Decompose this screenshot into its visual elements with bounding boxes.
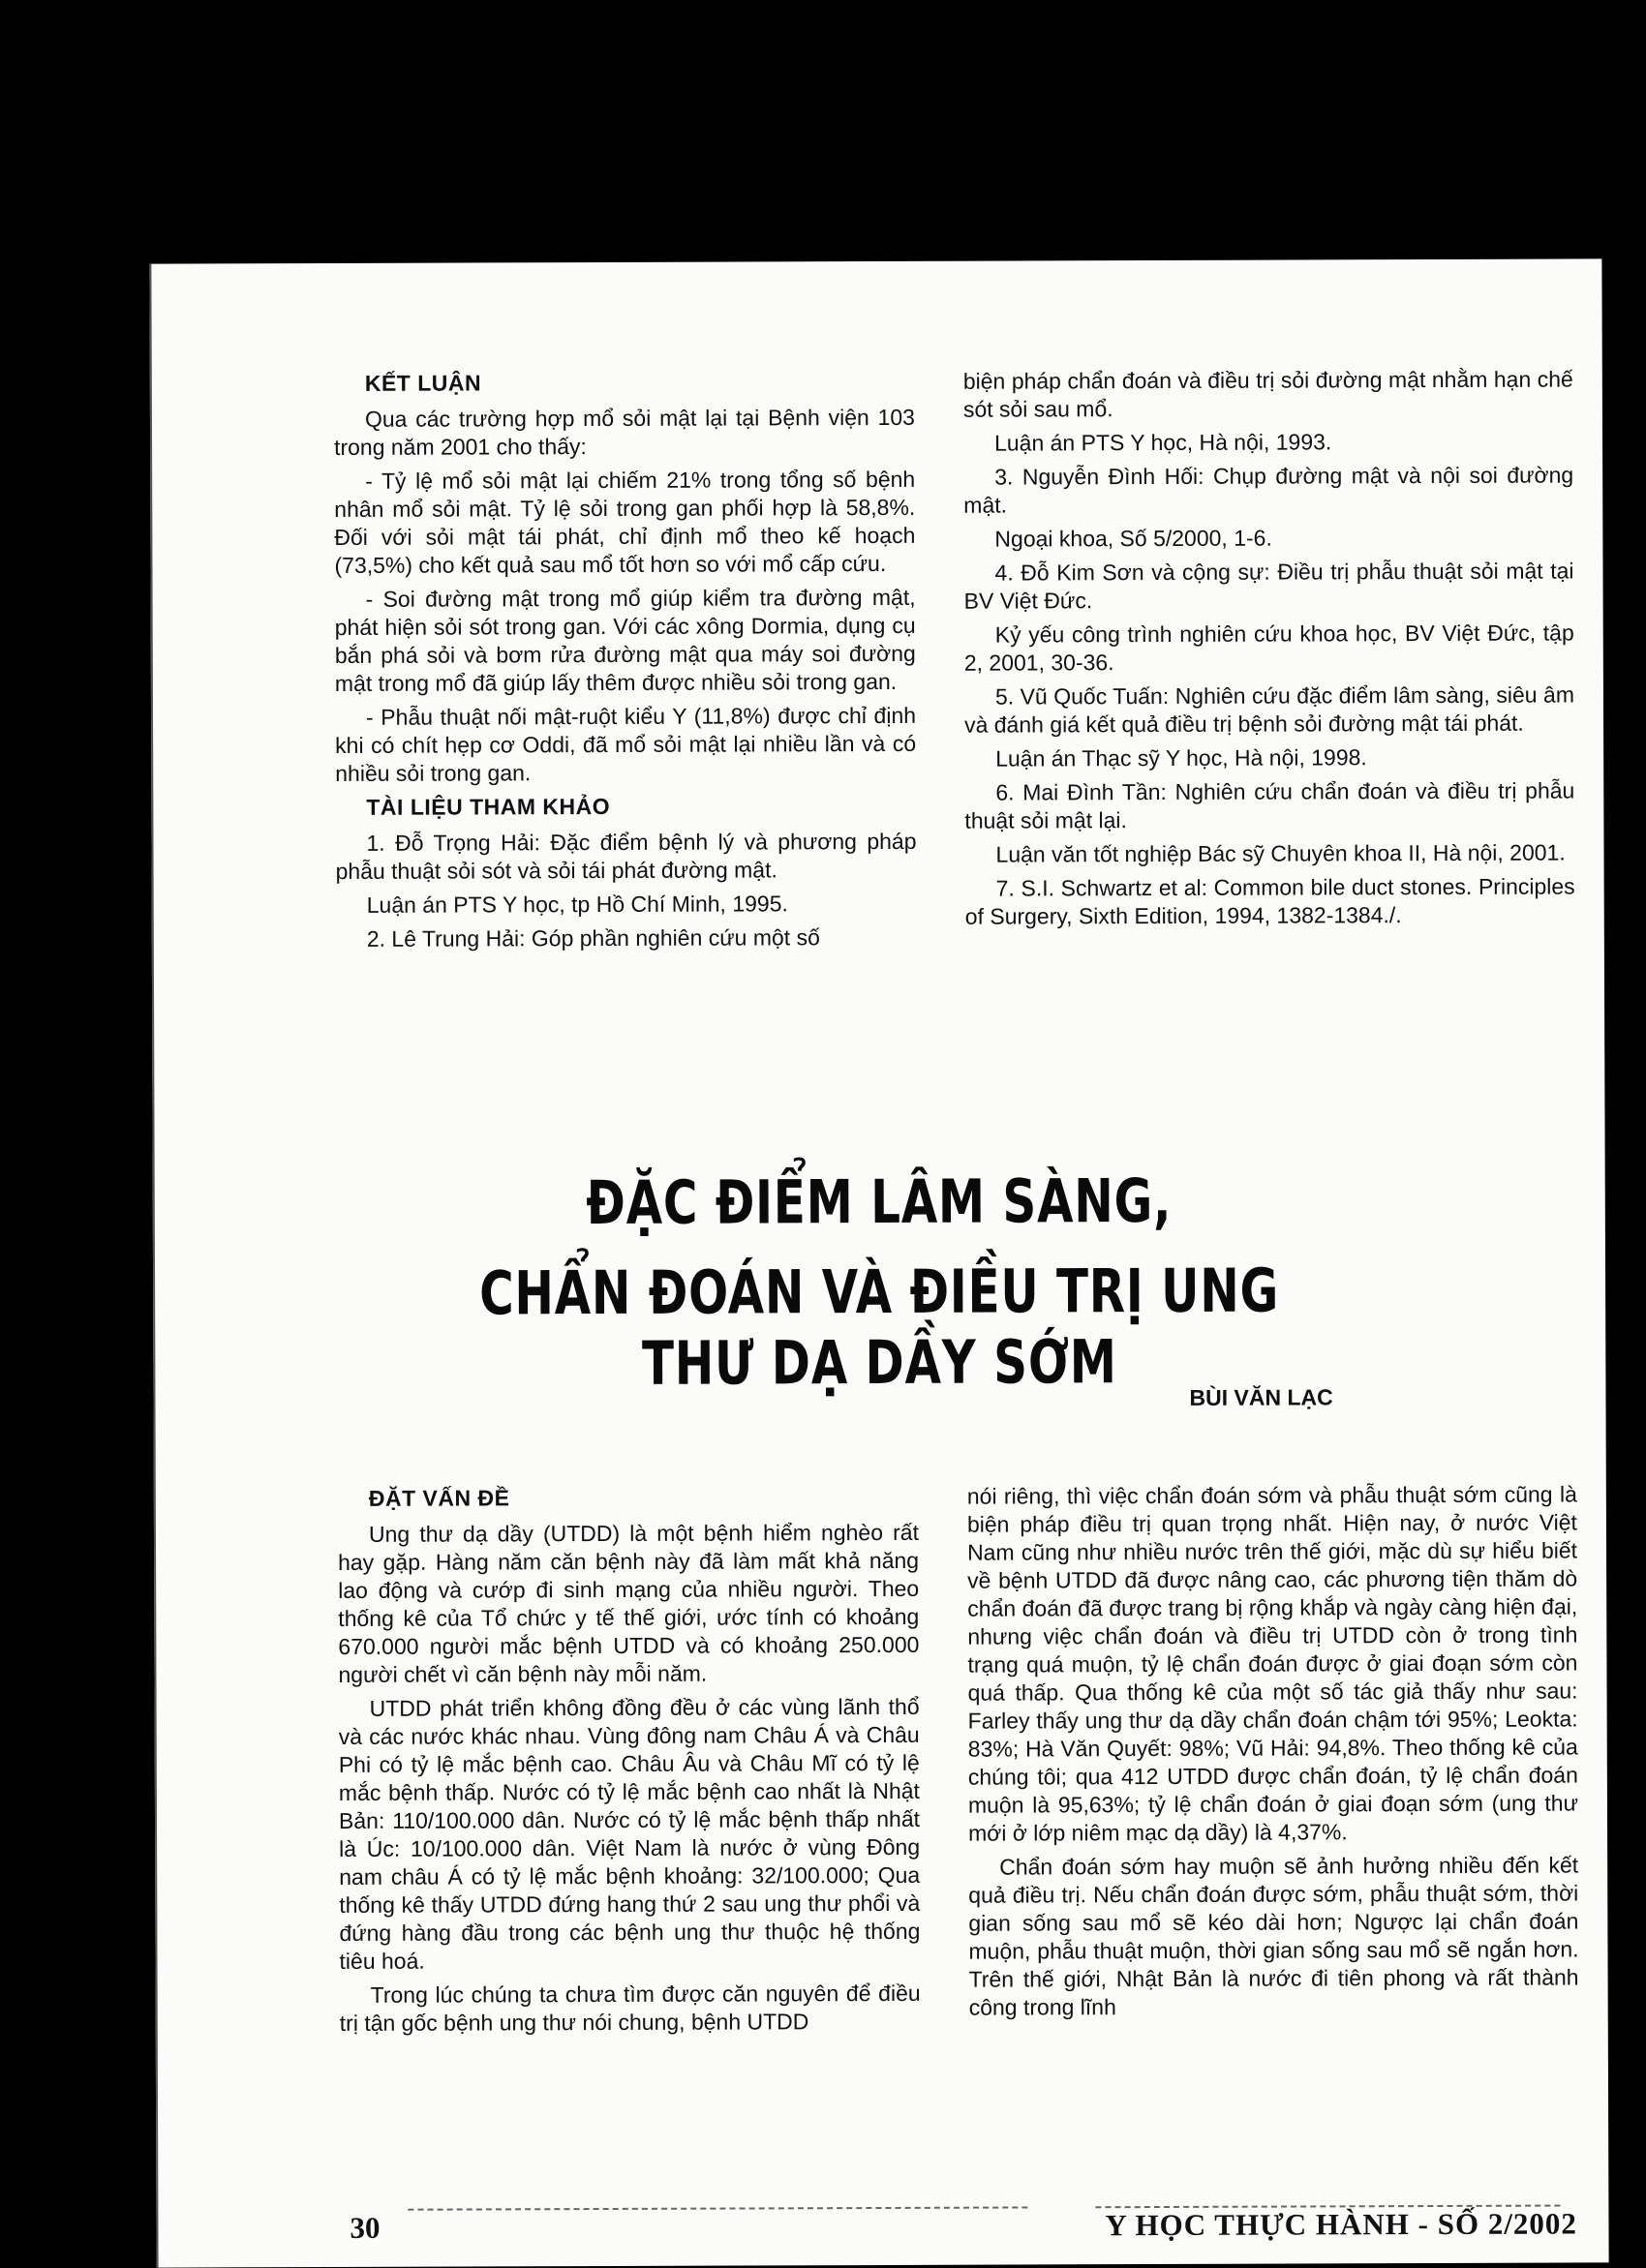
reference-item: Luận án Thạc sỹ Y học, Hà nội, 1998. (995, 744, 1367, 771)
article-title-line-2: CHẨN ĐOÁN VÀ ĐIỀU TRỊ UNG THƯ DẠ DẦY SỚM (479, 1255, 1280, 1399)
reference-item: 7. S.I. Schwartz et al: Common bile duct stones. Principles of Surgery, Sixth Edition, 1994, 1382-1384./. (964, 873, 1575, 929)
intro-column-left (338, 1483, 921, 2043)
conclusion-column (334, 368, 917, 959)
reference-item: 3. Nguyễn Đình Hối: Chụp đường mật và nội soi đường mật. (963, 462, 1574, 518)
footer-rule-left (408, 2206, 1027, 2210)
reference-item: Ngoại khoa, Số 5/2000, 1-6. (994, 525, 1272, 552)
reference-item: 2. Lê Trung Hải: Góp phần nghiên cứu một số (366, 924, 820, 952)
reference-item: 1. Đỗ Trọng Hải: Đặc điểm bệnh lý và phương pháp phẫu thuật sỏi sót và sỏi tái phát đường mật. (335, 828, 917, 884)
reference-item: 4. Đỗ Kim Sơn và cộng sự: Điều trị phẫu thuật sỏi mật tại BV Việt Đức. (963, 558, 1574, 614)
conclusion-paragraph: - Phẫu thuật nối mật-ruột kiểu Y (11,8%) được chỉ định khi có chít hẹp cơ Oddi, đã mổ sỏi mật lại nhiều lần và có nhiều sỏi trong gan. (335, 702, 917, 786)
intro-column-right (967, 1480, 1579, 2027)
article-title-line-1: ĐẶC ĐIỂM LÂM SÀNG, (586, 1164, 1173, 1239)
reference-item: 5. Vũ Quốc Tuấn: Nghiên cứu đặc điểm lâm sàng, siêu âm và đánh giá kết quả điều trị bệnh sỏi đường mật tái phát. (964, 681, 1574, 738)
reference-item: biện pháp chẩn đoán và điều trị sỏi đường mật nhằm hạn chế sót sỏi sau mổ. (962, 366, 1573, 422)
page-number: 30 (350, 2210, 381, 2245)
conclusion-heading: KẾT LUẬN (364, 370, 482, 396)
intro-paragraph: Chẩn đoán sớm hay muộn sẽ ảnh hưởng nhiều đến kết quả điều trị. Nếu chẩn đoán được sớm, phẫu thuật sớm, thời gian sống sau mổ sẽ kéo dài hơn; Ngược lại chẩn đoán muộn, phẫu thuật muộn, thời gian sống sau mổ sẽ ngắn hơn. Trên thế giới, Nhật Bản là nước đi tiên phong và rất thành công trong lĩnh (968, 1852, 1579, 2020)
reference-item: Luận án PTS Y học, Hà nội, 1993. (993, 429, 1332, 456)
reference-item: Luận án PTS Y học, tp Hồ Chí Minh, 1995. (366, 891, 788, 918)
conclusion-paragraph: - Tỷ lệ mổ sỏi mật lại chiếm 21% trong tổng số bệnh nhân mổ sỏi mật. Tỷ lệ sỏi trong gan phối hợp là 58,8%. Đối với sỏi mật tái phát, chỉ định mổ theo kế hoạch (73,5%) cho kết quả sau mổ tốt hơn so với mổ cấp cứu. (334, 466, 916, 578)
reference-item: Kỷ yếu công trình nghiên cứu khoa học, BV Việt Đức, tập 2, 2001, 30-36. (963, 620, 1574, 676)
intro-paragraph: Ung thư dạ dầy (UTDD) là một bệnh hiểm nghèo rất hay gặp. Hàng năm căn bệnh này đã làm mất khả năng lao động và cướp đi sinh mạng của nhiều người. Theo thống kê của Tổ chức y tế thế giới, ước tính có khoảng 670.000 người mắc bệnh UTDD và có khoảng 250.000 người chết vì căn bệnh này mỗi năm. (338, 1519, 920, 1687)
reference-item: 6. Mai Đình Tần: Nghiên cứu chẩn đoán và điều trị phẫu thuật sỏi mật lại. (964, 777, 1575, 833)
intro-paragraph: UTDD phát triển không đồng đều ở các vùng lãnh thổ và các nước khác nhau. Vùng đông nam Châu Á và Châu Phi có tỷ lệ mắc bệnh cao. Châu Âu và Châu Mĩ có tỷ lệ mắc bệnh thấp. Nước có tỷ lệ mắc bệnh cao nhất là Nhật Bản: 110/100.000 dân. Nước có tỷ lệ mắc bệnh thấp nhất là Úc: 10/100.000 dân. Việt Nam là nước ở vùng Đông nam châu Á có tỷ lệ mắc bệnh khoảng: 32/100.000; Qua thống kê thấy UTDD đứng hang thứ 2 sau ung thư phổi và đứng hàng đầu trong các bệnh ung thư thuộc hệ thống tiêu hoá. (338, 1693, 921, 1974)
journal-footer: Y HỌC THỰC HÀNH - SỐ 2/2002 (1105, 2206, 1577, 2243)
references-heading: TÀI LIỆU THAM KHẢO (366, 793, 611, 820)
reference-item: Luận văn tốt nghiệp Bác sỹ Chuyên khoa II, Hà nội, 2001. (995, 839, 1566, 867)
intro-paragraph: Trong lúc chúng ta chưa tìm được căn nguyên để điều trị tận gốc bệnh ung thư nói chung, bệnh UTDD (339, 1980, 921, 2036)
intro-paragraph: nói riêng, thì việc chẩn đoán sớm và phẫu thuật sớm cũng là biện pháp điều trị quan trọng nhất. Hiện nay, ở nước Việt Nam cũng như nhiều nước trên thế giới, mặc dù sự hiểu biết về bệnh UTDD đã được nâng cao, các phương tiện thăm dò chẩn đoán đã được trang bị rộng khắp và ngày càng hiện đại, nhưng việc chẩn đoán và điều trị UTDD còn ở trong tình trạng quá muộn, tỷ lệ chẩn đoán được ở giai đoạn sớm còn quá thấp. Qua thống kê của một số tác giả thấy như sau: Farley thấy ung thư dạ dầy chẩn đoán chậm tới 95%; Leokta: 83%; Hà Văn Quyết: 98%; Vũ Hải: 94,8%. Theo thống kê của chúng tôi; qua 412 UTDD được chẩn đoán, tỷ lệ chẩn đoán muộn là 95,63%; tỷ lệ chẩn đoán ở giai đoạn sớm (ung thư mới ở lớp niêm mạc dạ dầy) là 4,37%. (966, 1481, 1578, 1846)
scan-edge (149, 264, 158, 2268)
article-author: BÙI VĂN LẠC (1189, 1384, 1333, 1410)
conclusion-paragraph: - Soi đường mật trong mổ giúp kiểm tra đường mật, phát hiện sỏi sót trong gan. Với các xông Dormia, dụng cụ bắn phá sỏi và bơm rửa đường mật qua máy soi đường mật trong mổ đã giúp lấy thêm được nhiều sỏi trong gan. (334, 584, 916, 696)
conclusion-paragraph: Qua các trường hợp mổ sỏi mật lại tại Bệnh viện 103 trong năm 2001 cho thấy: (334, 404, 915, 460)
document-page (149, 258, 1608, 2267)
references-column (963, 365, 1575, 936)
intro-heading: ĐẶT VẤN ĐỀ (368, 1485, 510, 1511)
